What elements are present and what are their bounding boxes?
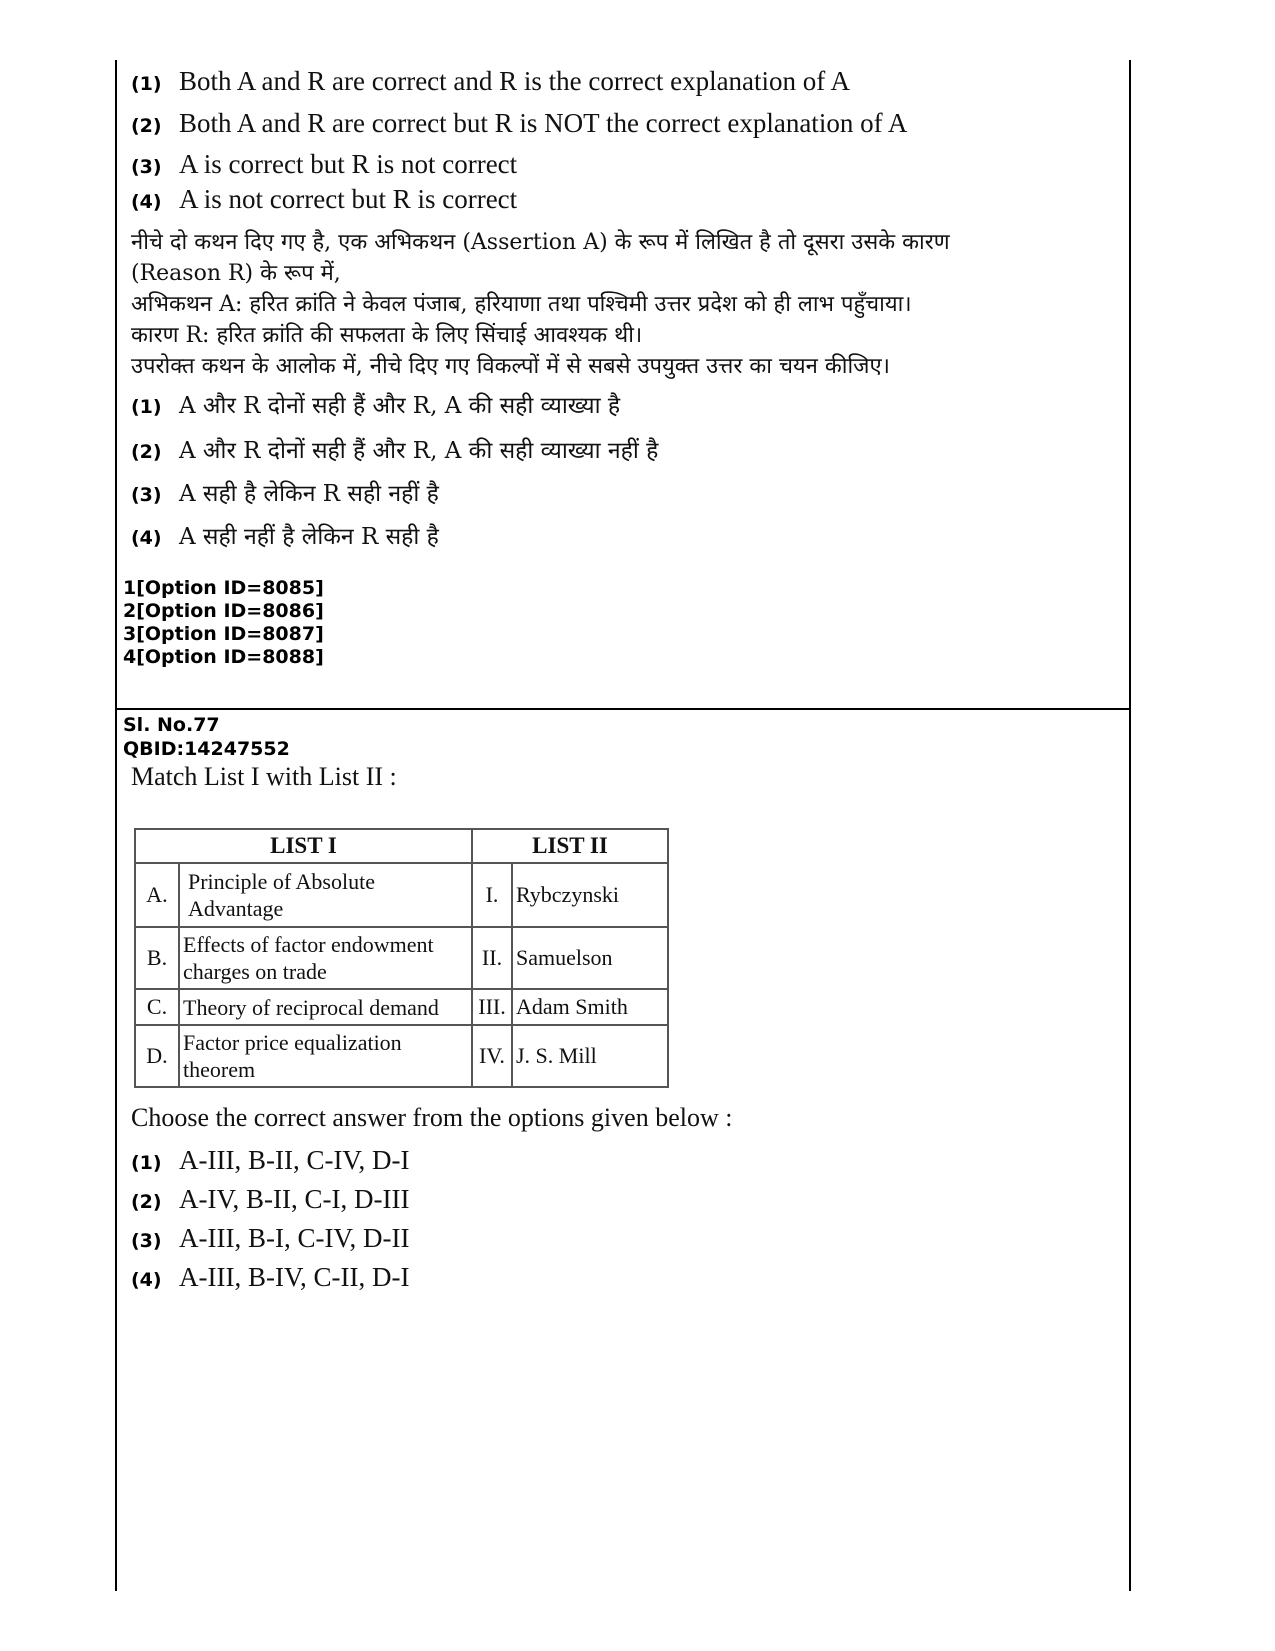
option-id: 1[Option ID=8085] bbox=[123, 577, 324, 599]
table-row bbox=[135, 927, 668, 989]
option-text: A-IV, B-II, C-I, D-III bbox=[179, 1184, 410, 1214]
hindi-stem-line: अभिकथन A: हरित क्रांति ने केवल पंजाब, हरियाणा तथा पश्चिमी उत्तर प्रदेश को ही लाभ पहुँचाया। bbox=[131, 292, 912, 317]
option-number: (2) bbox=[131, 441, 162, 463]
list-1-item: Theory of reciprocal demand bbox=[179, 989, 472, 1025]
qbid: QBID:14247552 bbox=[123, 738, 290, 760]
option-number: (4) bbox=[131, 191, 162, 213]
option-text: Both A and R are correct and R is the correct explanation of A bbox=[179, 66, 851, 96]
list-2-label: II. bbox=[472, 927, 512, 989]
option-text: A-III, B-I, C-IV, D-II bbox=[179, 1223, 410, 1253]
option-text: A और R दोनों सही हैं और R, A की सही व्याख्या नहीं है bbox=[179, 438, 659, 464]
option-number: (2) bbox=[131, 1191, 162, 1213]
list-2-item: J. S. Mill bbox=[512, 1025, 668, 1087]
q77-option-2[interactable] bbox=[131, 1184, 409, 1215]
list-1-label: D. bbox=[135, 1025, 179, 1087]
serial-number: Sl. No.77 bbox=[123, 714, 220, 736]
option-number: (1) bbox=[131, 73, 162, 95]
question-divider bbox=[117, 708, 1129, 710]
list-2-label: III. bbox=[472, 989, 512, 1025]
option-text: A is correct but R is not correct bbox=[179, 149, 518, 179]
list-1-item: Factor price equalization theorem bbox=[179, 1025, 472, 1087]
list-1-item: Effects of factor endowment charges on trade bbox=[179, 927, 472, 989]
option-number: (3) bbox=[131, 156, 162, 178]
list-1-label: A. bbox=[135, 863, 179, 927]
q76-hindi-option-3[interactable] bbox=[131, 476, 439, 508]
q76-hindi-option-1[interactable] bbox=[131, 388, 620, 420]
option-text: A और R दोनों सही हैं और R, A की सही व्याख्या है bbox=[179, 393, 621, 419]
q76-hindi-option-2[interactable] bbox=[131, 433, 658, 465]
match-table bbox=[134, 828, 669, 1088]
option-text: A सही है लेकिन R सही नहीं है bbox=[179, 481, 439, 507]
option-number: (4) bbox=[131, 527, 162, 549]
q76-option-2[interactable] bbox=[131, 108, 907, 139]
table-row bbox=[135, 863, 668, 927]
list-2-header: LIST II bbox=[472, 829, 668, 863]
option-number: (3) bbox=[131, 1230, 162, 1252]
list-2-label: IV. bbox=[472, 1025, 512, 1087]
option-number: (1) bbox=[131, 396, 162, 418]
list-2-item: Rybczynski bbox=[512, 863, 668, 927]
q76-option-3[interactable] bbox=[131, 149, 517, 180]
list-2-item: Adam Smith bbox=[512, 989, 668, 1025]
list-1-label: C. bbox=[135, 989, 179, 1025]
option-number: (1) bbox=[131, 1152, 162, 1174]
q77-option-1[interactable] bbox=[131, 1145, 409, 1176]
table-row bbox=[135, 1025, 668, 1087]
list-1-item: Principle of Absolute Advantage bbox=[179, 863, 472, 927]
option-text: A सही नहीं है लेकिन R सही है bbox=[179, 524, 439, 550]
option-text: Both A and R are correct but R is NOT the correct explanation of A bbox=[179, 108, 908, 138]
list-1-label: B. bbox=[135, 927, 179, 989]
option-id: 3[Option ID=8087] bbox=[123, 623, 324, 645]
q77-option-4[interactable] bbox=[131, 1262, 409, 1293]
hindi-stem-line: कारण R: हरित क्रांति की सफलता के लिए सिंचाई आवश्यक थी। bbox=[131, 323, 643, 348]
q76-option-4[interactable] bbox=[131, 184, 517, 215]
option-number: (4) bbox=[131, 1269, 162, 1291]
hindi-stem-line: उपरोक्त कथन के आलोक में, नीचे दिए गए विकल्पों में से सबसे उपयुक्त उत्तर का चयन कीजिए। bbox=[131, 354, 890, 379]
q76-option-1[interactable] bbox=[131, 66, 850, 97]
option-text: A is not correct but R is correct bbox=[179, 184, 518, 214]
list-1-header: LIST I bbox=[135, 829, 472, 863]
table-header-row bbox=[135, 829, 668, 863]
q77-prompt: Match List I with List II : bbox=[131, 762, 397, 791]
q76-hindi-stem bbox=[131, 227, 950, 382]
option-text: A-III, B-II, C-IV, D-I bbox=[179, 1145, 410, 1175]
option-text: A-III, B-IV, C-II, D-I bbox=[179, 1262, 410, 1292]
option-number: (2) bbox=[131, 115, 162, 137]
option-id: 2[Option ID=8086] bbox=[123, 600, 324, 622]
q77-meta bbox=[123, 713, 290, 761]
option-id-list bbox=[123, 577, 324, 669]
q76-hindi-option-4[interactable] bbox=[131, 519, 439, 551]
q77-option-3[interactable] bbox=[131, 1223, 409, 1254]
option-number: (3) bbox=[131, 484, 162, 506]
option-id: 4[Option ID=8088] bbox=[123, 646, 324, 668]
question-frame bbox=[115, 60, 1131, 1591]
choose-prompt: Choose the correct answer from the options given below : bbox=[131, 1103, 733, 1132]
table-row bbox=[135, 989, 668, 1025]
hindi-stem-line: नीचे दो कथन दिए गए है, एक अभिकथन (Assertion A) के रूप में लिखित है तो दूसरा उसके कारण bbox=[131, 230, 950, 255]
list-2-label: I. bbox=[472, 863, 512, 927]
list-2-item: Samuelson bbox=[512, 927, 668, 989]
hindi-stem-line: (Reason R) के रूप में, bbox=[131, 261, 341, 286]
